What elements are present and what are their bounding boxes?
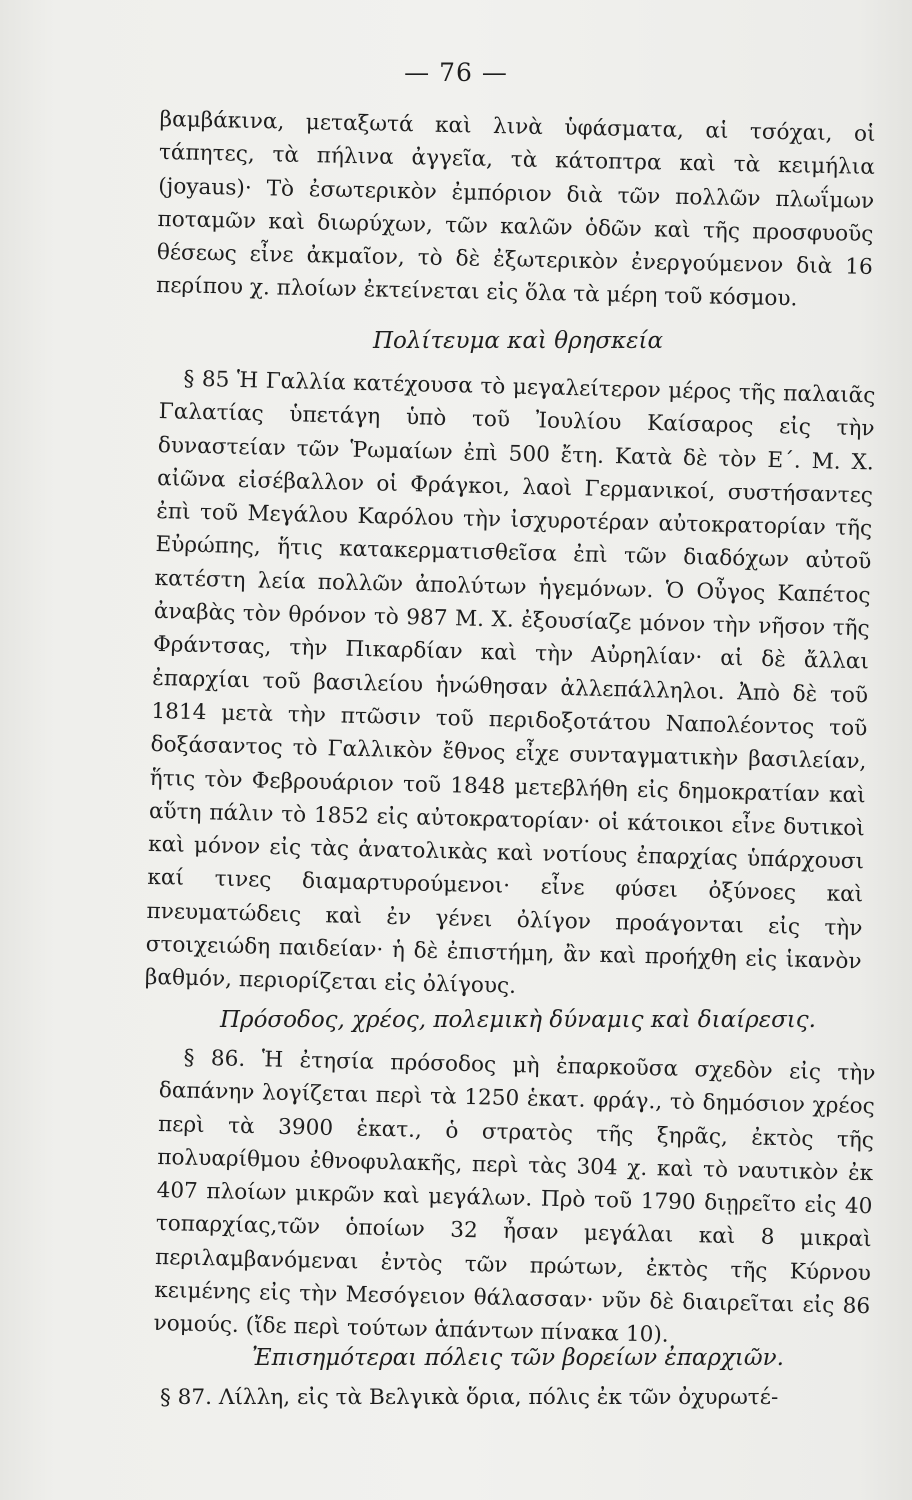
section-heading: Πρόσοδος, χρέος, πολεμικὴ δύναμις καὶ διαίρεσις. xyxy=(220,1007,816,1033)
paragraph-trade xyxy=(156,103,876,318)
heading-government-religion xyxy=(160,321,876,361)
heading-northern-cities xyxy=(160,1338,876,1378)
section-heading: Πολίτευμα καὶ θρησκεία xyxy=(372,328,664,354)
heading-revenue-debt xyxy=(160,1000,876,1040)
paragraph-text: βαμβάκινα, μεταξωτά καὶ λινὰ ὑφάσματα, αἱ τσόχαι, οἱ τάπητες, τὰ πήλινα ἀγγεῖα, τὰ κάτοπτρα καὶ τὰ κειμήλια (joyaus)· Τὸ ἐσωτερικὸν ἐμπόριον διὰ τῶν πολλῶν πλωΐμων ποταμῶν καὶ διωρύχων, τῶν καλῶν ὁδῶν καὶ τῆς προσφυοῦς θέσεως εἶνε ἀκμαῖον, τὸ δὲ ἐξωτερικὸν ἐνεργούμενον διὰ 16 περίπου χ. πλοίων ἐκτείνεται εἰς ὅλα τὰ μέρη τοῦ κόσμου. xyxy=(155,106,876,312)
paragraph-section-86 xyxy=(153,1041,876,1357)
paragraph-text: § 85 Ἡ Γαλλία κατέχουσα τὸ μεγαλείτερον μέρος τῆς παλαιᾶς Γαλατίας ὑπετάγη ὑπὸ τοῦ Ἰουλίου Καίσαρος εἰς τὴν δυναστείαν τῶν Ῥωμαίων ἐπὶ 500 ἔτη. Κατὰ δὲ τὸν Ε΄. Μ. Χ. αἰῶνα εἰσέβαλλον οἱ Φράγκοι, λαοὶ Γερμανικοί, συστήσαντες ἐπὶ τοῦ Μεγάλου Καρόλου τὴν ἰσχυροτέραν αὐτοκρατορίαν τῆς Εὐρώπης, ἥτις κατακερματισθεῖσα ἐπὶ τῶν διαδόχων αὐτοῦ κατέστη λεία πολλῶν ἀπολύτων ἡγεμόνων. Ὁ Οὖγος Καπέτος ἀναβὰς τὸν θρόνον τὸ 987 Μ. Χ. ἐξουσίαζε μόνον τὴν νῆσον τῆς Φράντσας, τὴν Πικαρδίαν καὶ τὴν Αὐρηλίαν· αἱ δὲ ἄλλαι ἐπαρχίαι τοῦ βασιλείου ἡνώθησαν ἀλλεπάλληλοι. Ἀπὸ δὲ τοῦ 1814 μετὰ τὴν πτῶσιν τοῦ περιδοξοτάτου Ναπολέοντος τοῦ δοξάσαντος τὸ Γαλλικὸν ἔθνος εἶχε συνταγματικὴν βασιλείαν, ἥτις τὸν Φεβρουάριον τοῦ 1848 μετεβλήθη εἰς δημοκρατίαν καὶ αὕτη πάλιν τὸ 1852 εἰς αὐτοκρατορίαν· οἱ κάτοικοι εἶνε δυτικοὶ καὶ μόνον εἰς τὰς ἀνατολικὰς καὶ νοτίους ἐπαρχίας ὑπάρχουσι καί τινες διαμαρτυρούμενοι· εἶνε φύσει ὀξύνοες καὶ πνευματώδεις καὶ ἐν γένει ὀλίγον προάγονται εἰς τὴν στοιχειώδη παιδείαν· ἡ δὲ ἐπιστήμη, ἂν καὶ προήχθη εἰς ἱκανὸν βαθμόν, περιορίζεται εἰς ὀλίγους. xyxy=(144,366,876,1000)
section-heading: Ἐπισημότεραι πόλεις τῶν βορείων ἐπαρχιῶν. xyxy=(252,1345,784,1371)
paragraph-section-85 xyxy=(145,362,876,1012)
paragraph-text: § 87. Λίλλη, εἰς τὰ Βελγικὰ ὅρια, πόλις ἐκ τῶν ὀχυρωτέ- xyxy=(160,1385,779,1410)
page-number: — 76 — xyxy=(404,58,508,87)
paragraph-section-87 xyxy=(160,1381,876,1414)
paragraph-text: § 86. Ἡ ἐτησία πρόσοδος μὴ ἐπαρκοῦσα σχεδὸν εἰς τὴν δαπάνην λογίζεται περὶ τὰ 1250 ἑκατ. φράγ., τὸ δημόσιον χρέος περὶ τὰ 3900 ἑκατ., ὁ στρατὸς τῆς ξηρᾶς, ἐκτὸς τῆς πολυαρίθμου ἐθνοφυλακῆς, περὶ τὰς 304 χ. καὶ τὸ ναυτικὸν ἐκ 407 πλοίων μικρῶν καὶ μεγάλων. Πρὸ τοῦ 1790 διῃρεῖτο εἰς 40 τοπαρχίας,τῶν ὁποίων 32 ἦσαν μεγάλαι καὶ 8 μικραὶ περιλαμβανόμεναι ἐντὸς τῶν πρώτων, ἐκτὸς τῆς Κύρνου κειμένης εἰς τὴν Μεσόγειον θάλασσαν· νῦν δὲ διαιρεῖται εἰς 86 νομούς. (ἴδε περὶ τούτων ἁπάντων πίνακα 10). xyxy=(153,1045,876,1348)
